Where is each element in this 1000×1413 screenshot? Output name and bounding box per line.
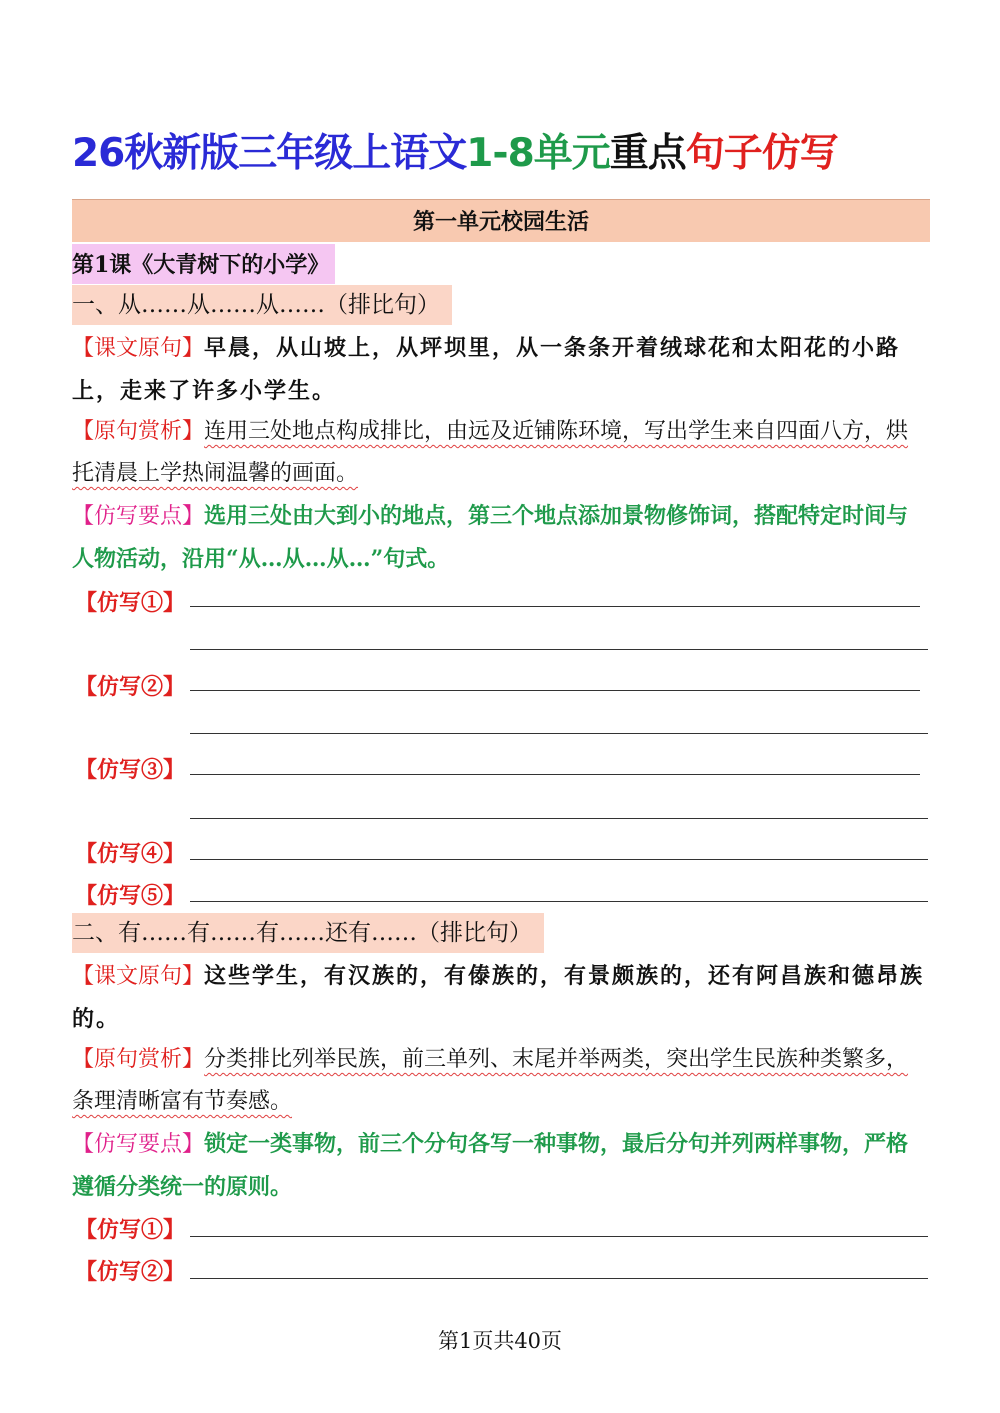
answer-line[interactable]	[190, 690, 920, 691]
answer-line[interactable]	[190, 733, 928, 734]
analysis-label: 【原句赏析】	[72, 419, 205, 444]
answer-line[interactable]	[190, 774, 920, 775]
title-part-key: 重点	[609, 131, 686, 176]
tips-label: 【仿写要点】	[72, 504, 205, 529]
section-2-tips	[72, 1123, 930, 1209]
answer-line[interactable]	[190, 859, 928, 860]
section-1-tips	[72, 495, 930, 581]
original-label: 【课文原句】	[72, 336, 205, 361]
title-part-topic: 句子仿写	[685, 131, 838, 176]
page-number: 第1页共40页	[437, 1329, 563, 1353]
title-part-units: 1-8单元	[466, 131, 610, 176]
original-label: 【课文原句】	[72, 964, 205, 989]
section-1-pattern: 一、从……从……从……（排比句）	[72, 285, 452, 325]
section-2-pattern: 二、有……有……有……还有……（排比句）	[72, 913, 544, 953]
tips-text: 锁定一类事物，前三个分句各写一种事物，最后分句并列两样事物，严格遵循分类统一的原则。	[72, 1131, 909, 1200]
lesson-title: 第1课《大青树下的小学》	[72, 244, 335, 284]
original-text: 这些学生，有汉族的，有傣族的，有景颇族的，还有阿昌族和德昂族的。	[72, 963, 925, 1032]
answer-line[interactable]	[190, 606, 920, 607]
section-1-original	[72, 327, 930, 413]
section-1-analysis	[72, 411, 930, 495]
answer-line[interactable]	[190, 649, 928, 650]
page-title	[72, 122, 942, 178]
section-2-original	[72, 955, 930, 1041]
original-text: 早晨，从山坡上，从坪坝里，从一条条开着绒球花和太阳花的小路上，走来了许多小学生。	[72, 335, 901, 404]
answer-line[interactable]	[190, 1278, 928, 1279]
exercise-label-2-2: 【仿写②】	[75, 1259, 186, 1285]
exercise-label-1-2: 【仿写②】	[75, 674, 186, 700]
analysis-text: 分类排比列举民族，前三单列、末尾并举两类，突出学生民族种类繁多，条理清晰富有节奏感。	[72, 1047, 909, 1114]
analysis-text: 连用三处地点构成排比，由远及近铺陈环境，写出学生来自四面八方，烘托清晨上学热闹温馨的画面。	[72, 419, 909, 486]
answer-line[interactable]	[190, 818, 928, 819]
exercise-label-1-4: 【仿写④】	[75, 841, 186, 867]
exercise-label-1-5: 【仿写⑤】	[75, 883, 186, 909]
exercise-label-2-1: 【仿写①】	[75, 1217, 186, 1243]
title-part-grade: 26秋新版三年级上语文	[72, 131, 467, 176]
answer-line[interactable]	[190, 901, 928, 902]
section-2-analysis	[72, 1039, 930, 1123]
tips-text: 选用三处由大到小的地点，第三个地点添加景物修饰词，搭配特定时间与人物活动，沿用“从…从…从…”句式。	[72, 503, 909, 572]
unit-heading: 第一单元校园生活	[72, 199, 930, 242]
answer-line[interactable]	[190, 1236, 928, 1237]
exercise-label-1-3: 【仿写③】	[75, 757, 186, 783]
analysis-label: 【原句赏析】	[72, 1047, 205, 1072]
exercise-label-1-1: 【仿写①】	[75, 590, 186, 616]
tips-label: 【仿写要点】	[72, 1132, 205, 1157]
